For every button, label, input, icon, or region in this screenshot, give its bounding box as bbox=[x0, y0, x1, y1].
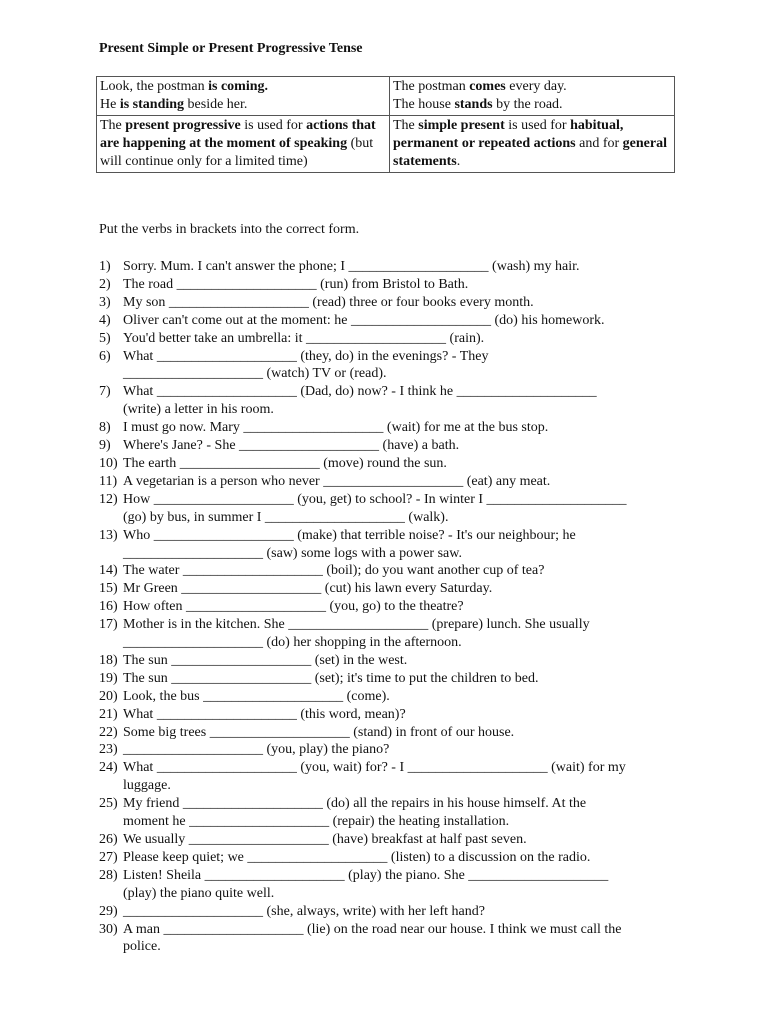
exercise-number: 29) bbox=[99, 903, 118, 919]
exercise-item bbox=[99, 616, 689, 652]
exercise-number: 11) bbox=[99, 473, 118, 489]
exercise-line: My friend ____________________ (do) all the repairs in his house himself. At the bbox=[123, 796, 587, 812]
exercise-line: What ____________________ (they, do) in the evenings? - They bbox=[123, 348, 489, 364]
bold-text: is coming. bbox=[208, 79, 268, 94]
exercise-number: 21) bbox=[99, 706, 118, 722]
exercise-line: The sun ____________________ (set) in the west. bbox=[123, 652, 408, 668]
exercise-line: I must go now. Mary ____________________ (wait) for me at the bus stop. bbox=[123, 420, 549, 436]
exercise-item bbox=[99, 670, 689, 688]
exercise-item bbox=[99, 795, 689, 831]
bold-text: simple present bbox=[418, 118, 505, 133]
exercise-number: 13) bbox=[99, 527, 118, 543]
exercise-number: 3) bbox=[99, 294, 111, 310]
exercise-number: 16) bbox=[99, 599, 118, 615]
exercise-item bbox=[99, 419, 689, 437]
exercise-item bbox=[99, 527, 689, 563]
exercise-item bbox=[99, 903, 689, 921]
exercise-item bbox=[99, 598, 689, 616]
bold-text: comes bbox=[469, 79, 506, 94]
rules-row bbox=[97, 116, 675, 173]
exercise-line: moment he ____________________ (repair) the heating installation. bbox=[123, 814, 510, 830]
exercise-item bbox=[99, 348, 689, 384]
exercise-item bbox=[99, 759, 689, 795]
exercise-list bbox=[99, 258, 689, 956]
exercise-line: The road ____________________ (run) from Bristol to Bath. bbox=[123, 276, 469, 292]
exercise-line: What ____________________ (this word, mean)? bbox=[123, 706, 406, 722]
exercise-line: What ____________________ (Dad, do) now? - I think he ____________________ bbox=[123, 384, 597, 400]
bold-text: is standing bbox=[119, 97, 185, 112]
exercise-number: 27) bbox=[99, 849, 118, 865]
exercise-item bbox=[99, 383, 689, 419]
exercise-number: 4) bbox=[99, 312, 111, 328]
exercise-number: 18) bbox=[99, 652, 118, 668]
exercise-number: 25) bbox=[99, 796, 118, 812]
exercise-line: police. bbox=[123, 939, 161, 955]
exercise-item bbox=[99, 706, 689, 724]
table-text: every day. bbox=[505, 79, 567, 94]
exercise-line: Where's Jane? - She ____________________ (have) a bath. bbox=[123, 438, 460, 454]
table-text: He bbox=[100, 97, 120, 112]
exercise-line: A man ____________________ (lie) on the road near our house. I think we must call the bbox=[123, 921, 622, 937]
exercise-number: 10) bbox=[99, 455, 118, 471]
exercise-line: Please keep quiet; we ____________________ (listen) to a discussion on the radio. bbox=[123, 849, 591, 865]
table-text: Look, the postman bbox=[100, 79, 209, 94]
exercise-line: Oliver can't come out at the moment: he ____________________ (do) his homework. bbox=[123, 312, 605, 328]
exercise-number: 9) bbox=[99, 438, 111, 454]
exercise-number: 30) bbox=[99, 921, 118, 937]
exercise-line: You'd better take an umbrella: it ____________________ (rain). bbox=[123, 330, 485, 346]
exercise-line: What ____________________ (you, wait) for? - I ____________________ (wait) for my bbox=[123, 760, 626, 776]
exercise-line: We usually ____________________ (have) breakfast at half past seven. bbox=[123, 832, 527, 847]
exercise-line: (write) a letter in his room. bbox=[123, 402, 274, 418]
progressive-rule-cell bbox=[97, 116, 390, 173]
exercise-number: 14) bbox=[99, 563, 118, 579]
exercise-item bbox=[99, 312, 689, 330]
exercise-number: 7) bbox=[99, 384, 111, 400]
exercise-item bbox=[99, 276, 689, 294]
exercise-number: 28) bbox=[99, 867, 118, 883]
table-text: beside her. bbox=[184, 97, 248, 112]
table-text: is used for bbox=[504, 118, 571, 133]
exercise-number: 23) bbox=[99, 742, 118, 758]
exercise-item bbox=[99, 330, 689, 348]
exercise-line: ____________________ (saw) some logs with a power saw. bbox=[123, 545, 462, 561]
bold-text: general statements bbox=[393, 136, 667, 169]
bold-text: stands bbox=[454, 97, 493, 112]
table-text: The house bbox=[393, 97, 455, 112]
exercise-line: The earth ____________________ (move) round the sun. bbox=[123, 455, 447, 471]
bold-text: present progressive bbox=[125, 118, 241, 133]
simple-example-cell bbox=[390, 77, 675, 116]
exercise-number: 26) bbox=[99, 832, 118, 847]
exercise-item bbox=[99, 741, 689, 759]
exercise-line: (play) the piano quite well. bbox=[123, 885, 275, 901]
exercise-line: How often ____________________ (you, go) to the theatre? bbox=[123, 599, 464, 615]
exercise-number: 2) bbox=[99, 276, 111, 292]
exercise-number: 19) bbox=[99, 670, 118, 686]
exercise-line: ____________________ (watch) TV or (read). bbox=[123, 366, 387, 382]
exercise-item bbox=[99, 562, 689, 580]
exercise-line: ____________________ (she, always, write) with her left hand? bbox=[123, 903, 485, 919]
instructions: Put the verbs in brackets into the correct form. bbox=[99, 222, 360, 237]
exercise-line: Listen! Sheila ____________________ (play) the piano. She ____________________ bbox=[123, 867, 609, 883]
exercise-line: My son ____________________ (read) three or four books every month. bbox=[123, 294, 534, 310]
exercise-number: 24) bbox=[99, 760, 118, 776]
exercise-item bbox=[99, 688, 689, 706]
exercise-number: 22) bbox=[99, 724, 118, 740]
exercise-item bbox=[99, 491, 689, 527]
exercise-item bbox=[99, 473, 689, 491]
progressive-example-cell bbox=[97, 77, 390, 116]
table-text: The bbox=[393, 118, 419, 133]
simple-rule-cell bbox=[390, 116, 675, 173]
table-text: . bbox=[456, 154, 461, 169]
table-text: The postman bbox=[393, 79, 470, 94]
exercise-item bbox=[99, 437, 689, 455]
table-text: The bbox=[100, 118, 126, 133]
examples-row bbox=[97, 77, 675, 116]
exercise-number: 1) bbox=[99, 259, 111, 274]
exercise-number: 5) bbox=[99, 330, 111, 346]
exercise-line: A vegetarian is a person who never ____________________ (eat) any meat. bbox=[123, 473, 551, 489]
exercise-line: Some big trees ____________________ (stand) in front of our house. bbox=[123, 724, 515, 740]
exercise-line: luggage. bbox=[123, 778, 171, 794]
exercise-item bbox=[99, 724, 689, 742]
exercise-line: How ____________________ (you, get) to school? - In winter I ____________________ bbox=[123, 491, 627, 507]
exercise-line: ____________________ (you, play) the piano? bbox=[123, 742, 390, 758]
exercise-line: Look, the bus ____________________ (come). bbox=[123, 688, 390, 704]
exercise-item bbox=[99, 849, 689, 867]
exercise-number: 12) bbox=[99, 491, 118, 507]
exercise-line: The sun ____________________ (set); it's time to put the children to bed. bbox=[123, 670, 539, 686]
exercise-line: (go) by bus, in summer I ____________________ (walk). bbox=[123, 509, 449, 525]
table-text: and for bbox=[575, 136, 623, 151]
exercise-item bbox=[99, 455, 689, 473]
exercise-item bbox=[99, 294, 689, 312]
exercise-number: 6) bbox=[99, 348, 111, 364]
exercise-line: Mr Green ____________________ (cut) his lawn every Saturday. bbox=[123, 581, 493, 597]
table-text: is used for bbox=[240, 118, 307, 133]
exercise-item bbox=[99, 652, 689, 670]
page-title: Present Simple or Present Progressive Tense bbox=[99, 41, 363, 56]
exercise-number: 17) bbox=[99, 617, 118, 633]
exercise-item bbox=[99, 921, 689, 957]
grammar-rules-table bbox=[96, 76, 675, 173]
exercise-line: Sorry. Mum. I can't answer the phone; I ____________________ (wash) my hair. bbox=[123, 259, 580, 274]
exercise-item bbox=[99, 580, 689, 598]
table-text: (but will continue only for a limited time) bbox=[100, 136, 374, 169]
exercise-line: ____________________ (do) her shopping in the afternoon. bbox=[123, 635, 462, 651]
exercise-item bbox=[99, 831, 689, 849]
table-text: by the road. bbox=[492, 97, 563, 112]
exercise-number: 15) bbox=[99, 581, 118, 597]
bold-text: actions that are happening at the moment of speaking bbox=[100, 118, 376, 151]
exercise-number: 20) bbox=[99, 688, 118, 704]
exercise-line: Mother is in the kitchen. She ____________________ (prepare) lunch. She usually bbox=[123, 617, 590, 633]
bold-text: habitual, permanent or repeated actions bbox=[393, 118, 624, 151]
exercise-line: The water ____________________ (boil); do you want another cup of tea? bbox=[123, 563, 545, 579]
exercise-line: Who ____________________ (make) that terrible noise? - It's our neighbour; he bbox=[123, 527, 576, 543]
exercise-number: 8) bbox=[99, 420, 111, 436]
exercise-item bbox=[99, 258, 689, 276]
exercise-item bbox=[99, 867, 689, 903]
